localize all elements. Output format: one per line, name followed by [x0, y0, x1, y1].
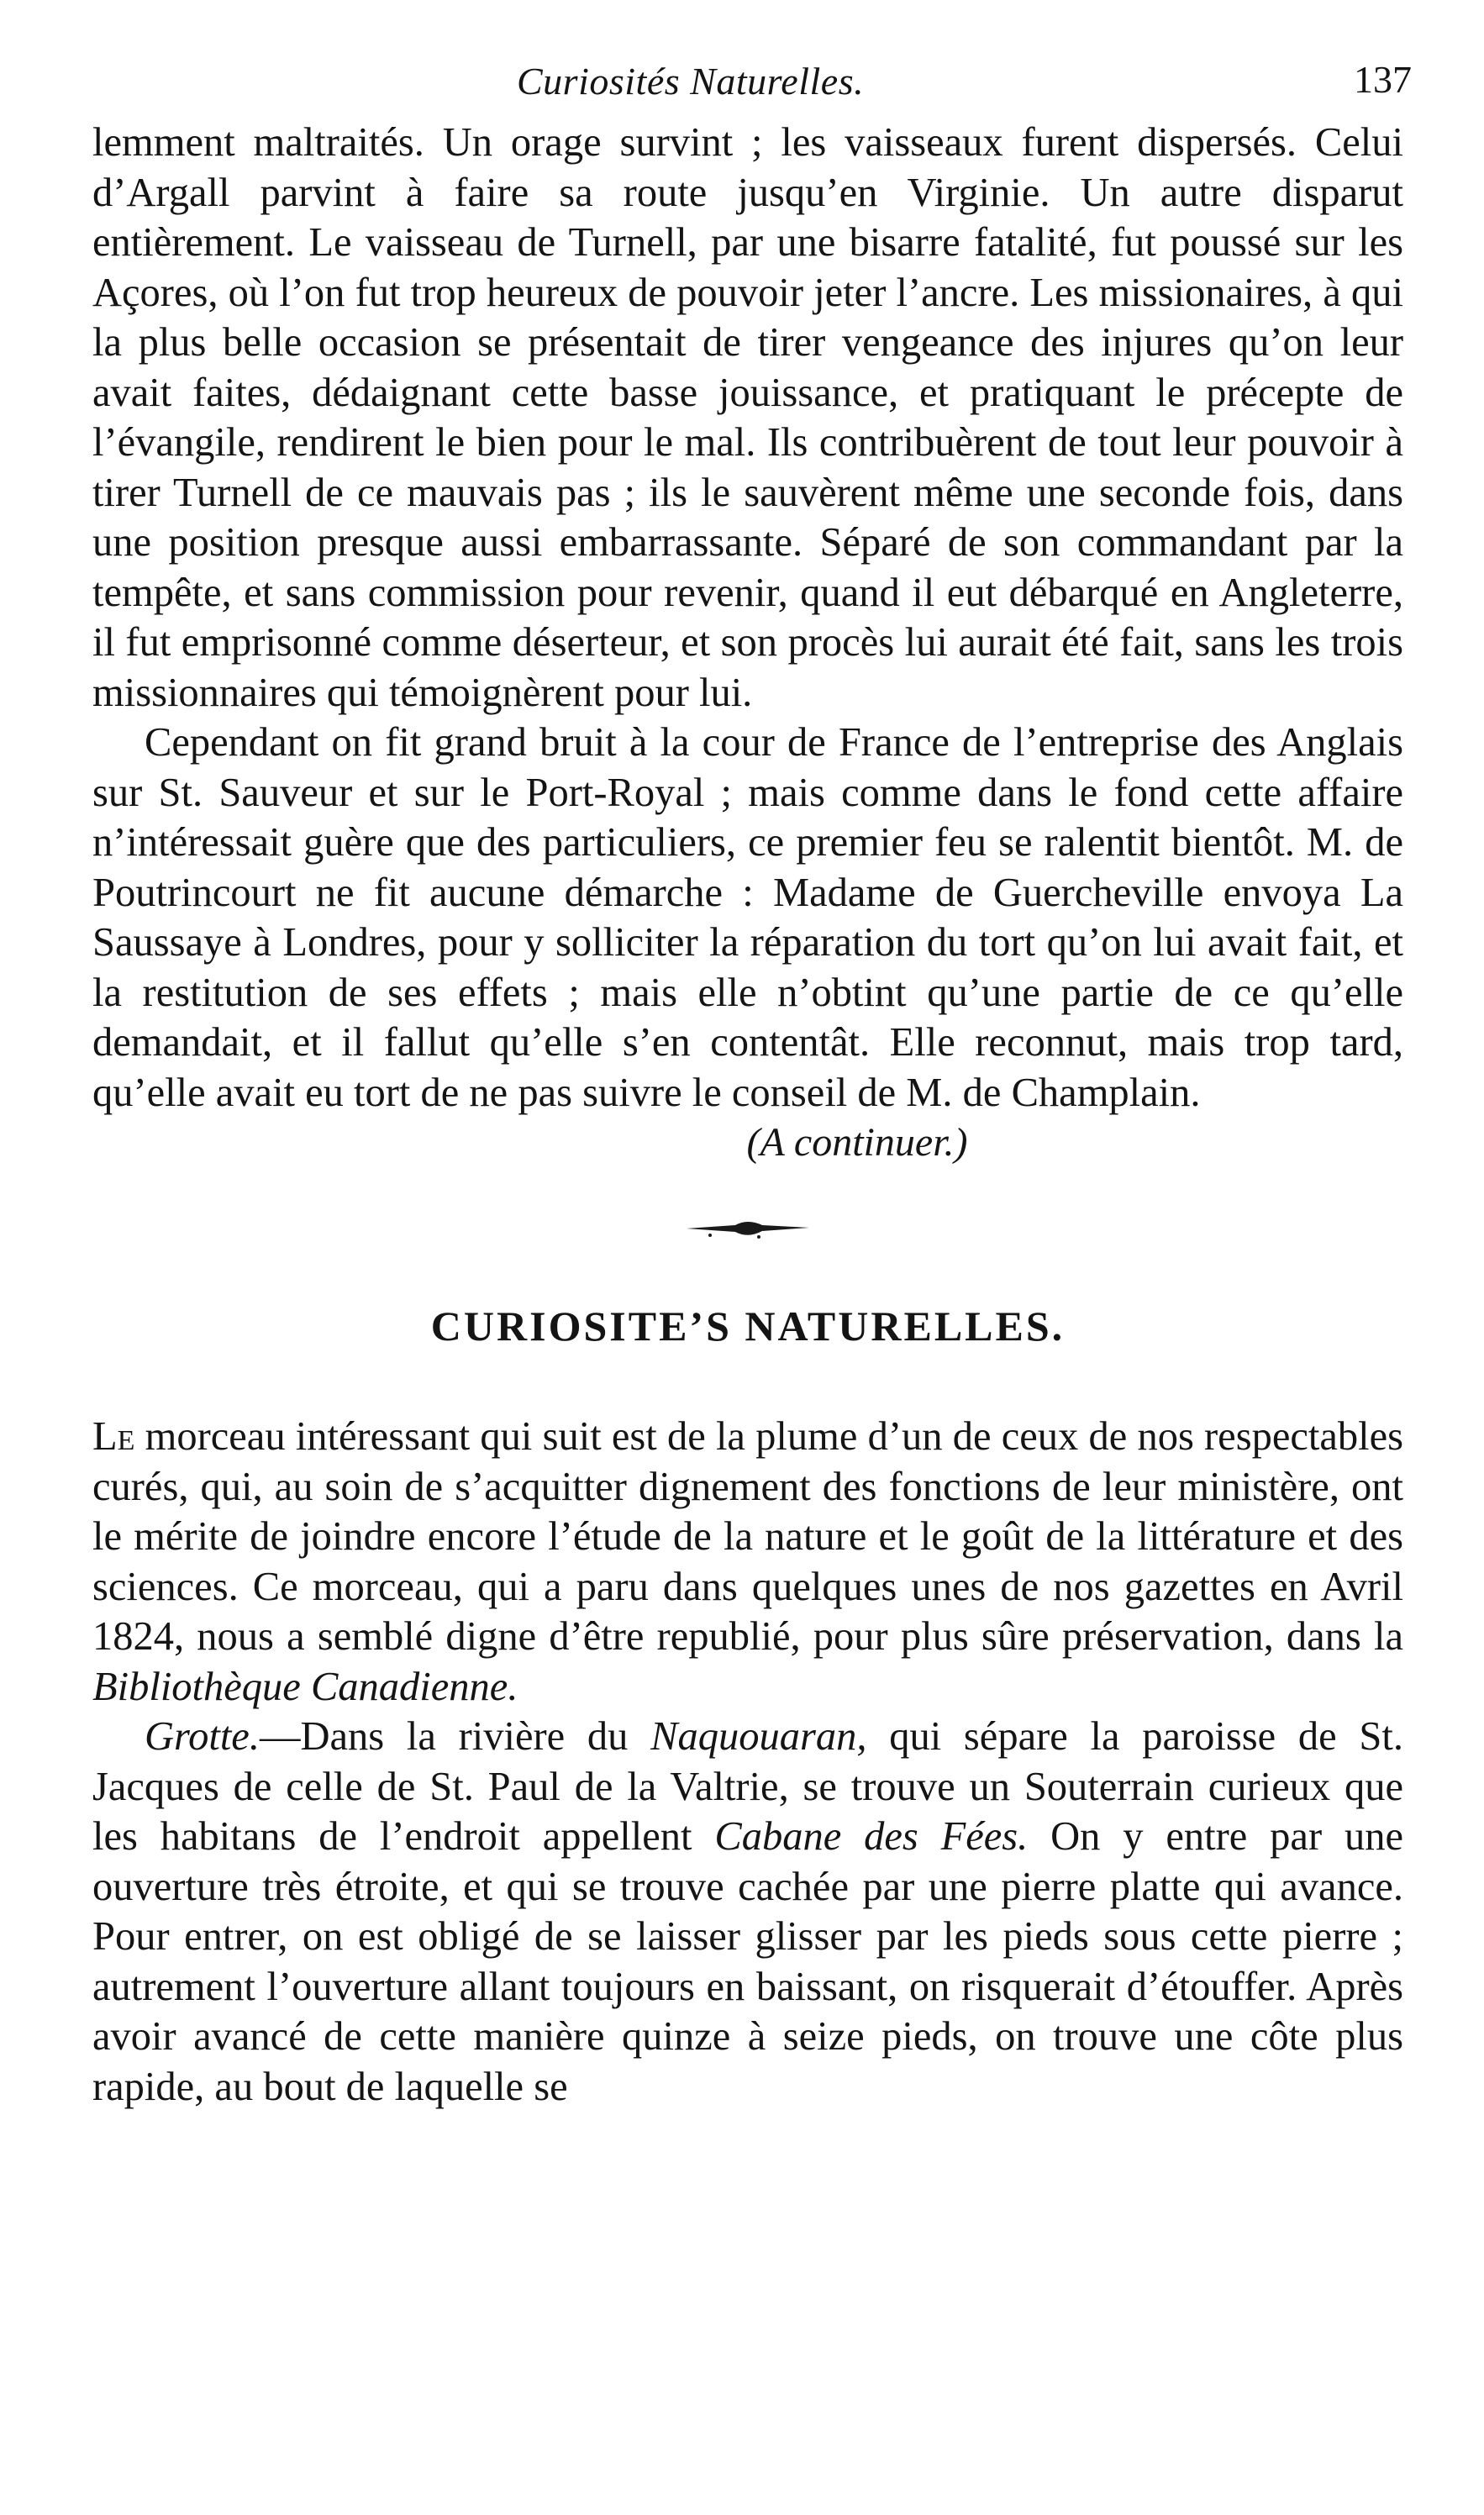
grotte-text-2: qui sépare la paroisse de St. Jacques de celle de St. Paul de la Valtrie, se trouve un Souterrain curieux que les habitans de l’endroit appellent [92, 1714, 1403, 1859]
continued-article [92, 118, 1403, 1168]
intro-text: morceau intéressant qui suit est de la plume d’un de ceux de nos respectables curés, qui, au soin de s’acquitter dignement des fonctions de leur ministère, ont le mérite de joindre encore l’étude de la nature et le goût de la littérature et des sciences. Ce morceau, qui a paru dans quelques unes de nos gazettes en Avril 1824, nous a semblé digne d’être republié, pour plus sûre préservation, dans la [92, 1414, 1404, 1659]
paragraph-missionaries: lemment maltraités. Un orage survint ; les vaisseaux furent dispersés. Celui d’Argall parvint à faire sa route jusqu’en Virginie. Un autre disparut entièrement. Le vaisseau de Turnell, par une bisarre fatalité, fut poussé sur les Açores, où l’on fut trop heureux de pouvoir jeter l’ancre. Les missionaires, à qui la plus belle occasion se présentait de tirer vengeance des injures qu’on leur avait faites, dédaignant cette basse jouissance, et pratiquant le précepte de l’évangile, rendirent le bien pour le mal. Ils contribuèrent de tout leur pouvoir à tirer Turnell de ce mauvais pas ; ils le sauvèrent même une seconde fois, dans une position presque aussi embarrassante. Séparé de son commandant par la tempête, et sans commission pour revenir, quand il eut débarqué en Angleterre, il fut emprisonné comme déserteur, et son procès lui aurait été fait, sans les trois missionnaires qui témoignèrent pour lui. [92, 120, 1403, 715]
intro-journal-title: Bibliothèque Canadienne. [92, 1664, 518, 1709]
paragraph-intro [92, 1412, 1403, 1712]
grotte-label: Grotte. [145, 1714, 260, 1759]
section-ornament-icon [685, 1217, 811, 1242]
book-page [92, 50, 1412, 2112]
intro-dropcap: Le [92, 1414, 135, 1459]
grotte-river-name: Naquouaran, [650, 1714, 867, 1759]
paragraph-grotte [92, 1712, 1403, 2112]
section-title: CURIOSITE’S NATURELLES. [430, 1302, 1066, 1350]
grotte-cabane-name: Cabane des Fées. [714, 1814, 1029, 1859]
running-head [92, 50, 1412, 118]
paragraph-court-of-france: Cependant on fit grand bruit à la cour de France de l’entreprise des Anglais sur St. Sauveur et sur le Port-Royal ; mais comme dans le fond cette affaire n’intéressait guère que des particuliers, ce premier feu se ralentit bientôt. M. de Poutrincourt ne fit aucune démarche : Madame de Guercheville envoya La Saussaye à Londres, pour y solliciter la réparation du tort qu’on lui avait fait, et la restitution de ses effets ; mais elle n’obtint qu’une partie de ce qu’elle demandait, et il fallut qu’elle s’en contentât. Elle reconnut, mais trop tard, qu’elle avait eu tort de ne pas suivre le conseil de M. de Champlain. [92, 720, 1403, 1115]
grotte-text-1: —Dans la rivière du [259, 1714, 629, 1759]
grotte-text-3: On y entre par une ouverture très étroite, et qui se trouve cachée par une pierre platte qui avance. Pour entrer, on est obligé de se laisser glisser par les pieds sous cette pierre ; autrement l’ouverture allant toujours en baissant, on risquerait d’étouffer. Après avoir avancé de cette manière quinze à seize pieds, on trouve une côte plus rapide, au bout de laquelle se [92, 1814, 1403, 2109]
running-title: Curiosités Naturelles. [517, 60, 865, 103]
page-number: 137 [1354, 58, 1412, 101]
to-be-continued-note: (A continuer.) [746, 1120, 968, 1165]
curiosites-article [92, 1412, 1403, 2112]
